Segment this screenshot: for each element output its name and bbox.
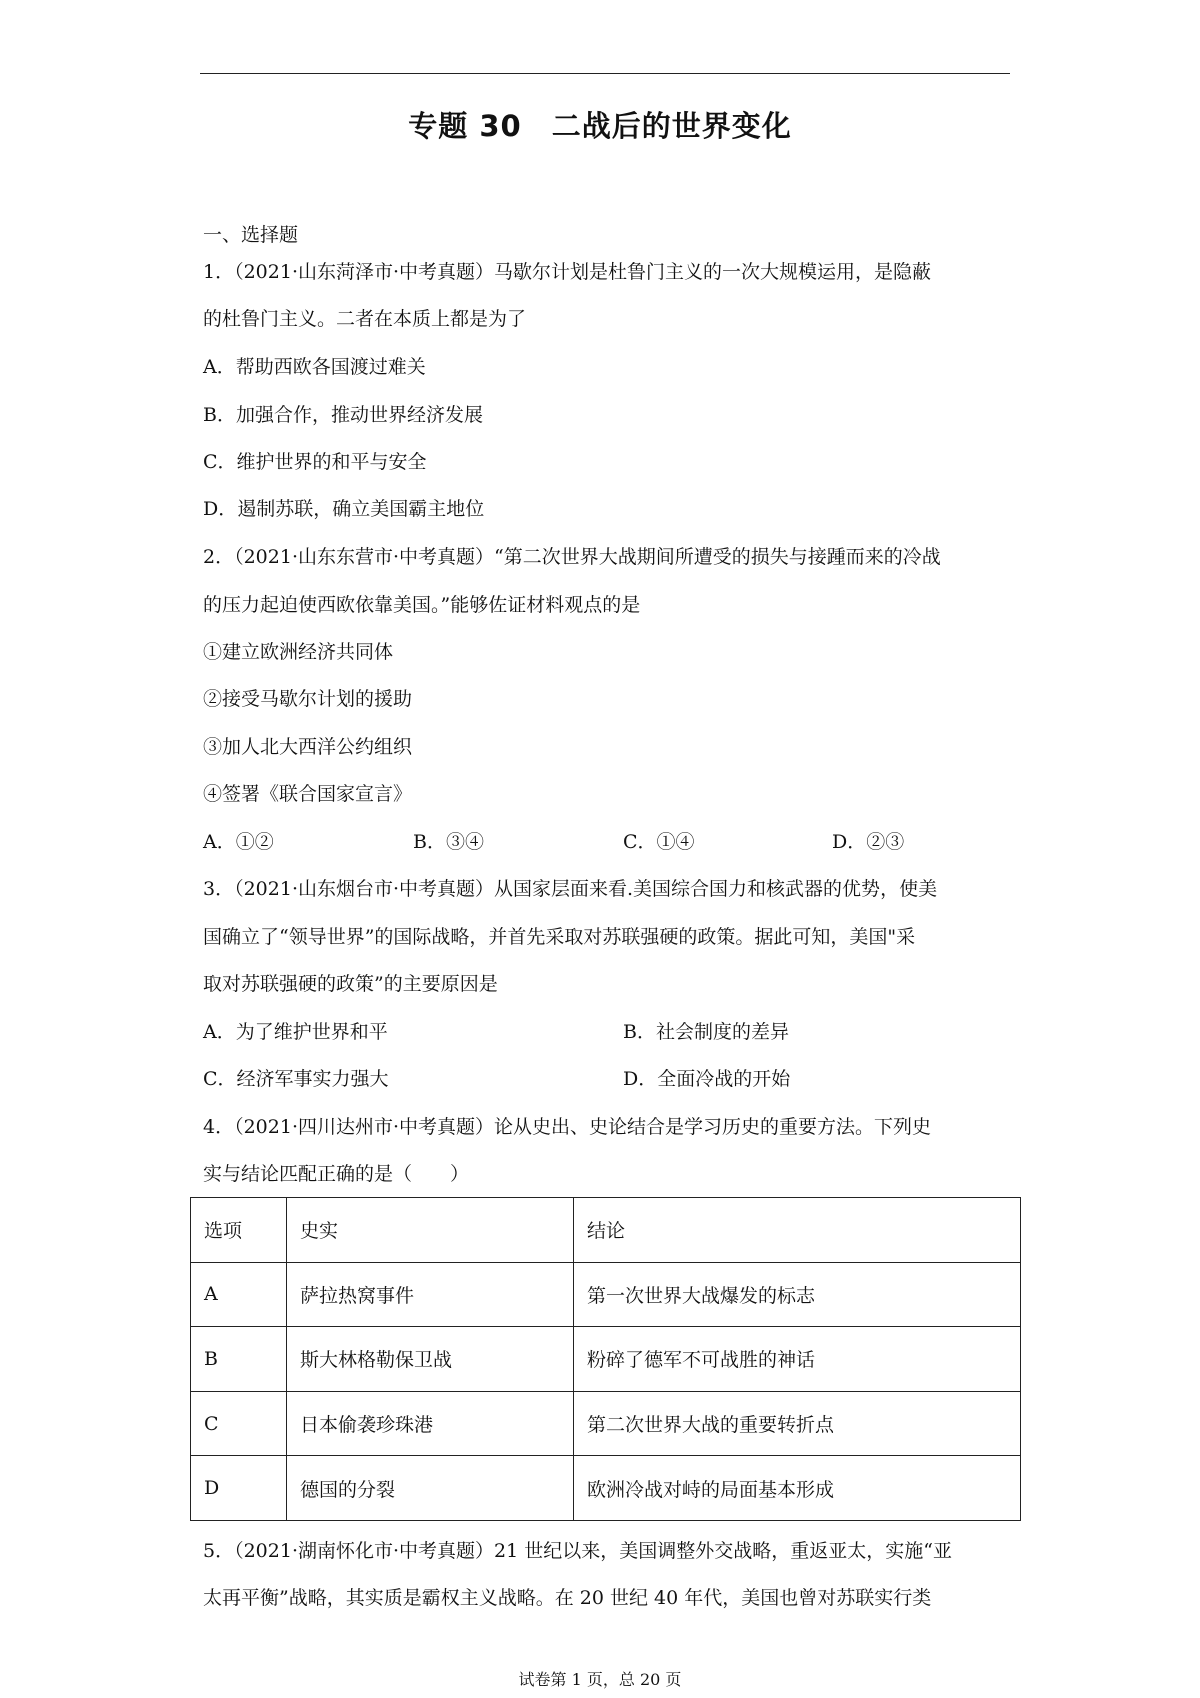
q2-option-a: A．①② [203,831,274,853]
q1-stem-line2: 的杜鲁门主义。二者在本质上都是为了 [203,308,527,330]
q1-option-d: D．遏制苏联，确立美国霸主地位 [203,498,485,520]
table-cell: 斯大林格勒保卫战 [287,1327,574,1392]
table-header-cell: 史实 [287,1198,574,1263]
q2-option-d: D．②③ [832,831,905,853]
table-cell: 日本偷袭珍珠港 [287,1391,574,1456]
table-row [191,1262,1021,1327]
table-row [191,1456,1021,1521]
q2-item-3: ③加人北大西洋公约组织 [203,736,413,758]
q1-option-b: B．加强合作，推动世界经济发展 [203,404,483,426]
q2-stem-line1: 2．（2021·山东东营市·中考真题）“第二次世界大战期间所遭受的损失与接踵而来的冷战 [203,546,941,568]
table-cell: A [191,1262,287,1327]
q4-facts-table [190,1197,1021,1521]
q2-option-c: C．①④ [623,831,695,853]
table-cell: C [191,1391,287,1456]
table-cell: 第一次世界大战爆发的标志 [574,1262,1021,1327]
table-cell: 欧洲冷战对峙的局面基本形成 [574,1456,1021,1521]
table-row [191,1327,1021,1392]
q5-stem-line2: 太再平衡”战略，其实质是霸权主义战略。在 20 世纪 40 年代，美国也曾对苏联实行类 [203,1587,932,1609]
q1-option-c: C．维护世界的和平与安全 [203,451,427,473]
q3-option-c: C．经济军事实力强大 [203,1068,389,1090]
q3-option-a: A．为了维护世界和平 [203,1021,388,1043]
q4-stem-line2: 实与结论匹配正确的是（ ） [203,1163,470,1185]
section-heading: 一、选择题 [203,224,299,246]
q2-item-2: ②接受马歇尔计划的援助 [203,688,413,710]
table-cell: 粉碎了德军不可战胜的神话 [574,1327,1021,1392]
q2-item-1: ①建立欧洲经济共同体 [203,641,394,663]
table-cell: 萨拉热窝事件 [287,1262,574,1327]
table-header-cell: 结论 [574,1198,1021,1263]
q4-stem-line1: 4．（2021·四川达州市·中考真题）论从史出、史论结合是学习历史的重要方法。下列史 [203,1116,932,1138]
table-cell: D [191,1456,287,1521]
q3-option-b: B．社会制度的差异 [623,1021,789,1043]
page-footer: 试卷第 1 页，总 20 页 [518,1670,682,1689]
q1-option-a: A．帮助西欧各国渡过难关 [203,356,426,378]
q2-stem-line2: 的压力起迫使西欧依靠美国。”能够佐证材料观点的是 [203,594,641,616]
table-cell: B [191,1327,287,1392]
q3-stem-line2: 国确立了“领导世界”的国际战略，并首先采取对苏联强硬的政策。据此可知，美国"采 [203,926,916,948]
q5-stem-line1: 5．（2021·湖南怀化市·中考真题）21 世纪以来，美国调整外交战略，重返亚太，实施“亚 [203,1540,952,1562]
q3-stem-line1: 3．（2021·山东烟台市·中考真题）从国家层面来看.美国综合国力和核武器的优势，使美 [203,878,938,900]
table-cell: 第二次世界大战的重要转折点 [574,1391,1021,1456]
q3-option-d: D．全面冷战的开始 [623,1068,791,1090]
table-header-row [191,1198,1021,1263]
q2-option-b: B．③④ [413,831,484,853]
q1-stem-line1: 1．（2021·山东菏泽市·中考真题）马歇尔计划是杜鲁门主义的一次大规模运用，是隐蔽 [203,261,932,283]
header-rule [200,73,1010,74]
table-row [191,1391,1021,1456]
q2-item-4: ④签署《联合国家宣言》 [203,783,413,805]
table-header-cell: 选项 [191,1198,287,1263]
table-cell: 德国的分裂 [287,1456,574,1521]
page-title: 专题 30 二战后的世界变化 [408,109,792,143]
q3-stem-line3: 取对苏联强硬的政策”的主要原因是 [203,973,498,995]
